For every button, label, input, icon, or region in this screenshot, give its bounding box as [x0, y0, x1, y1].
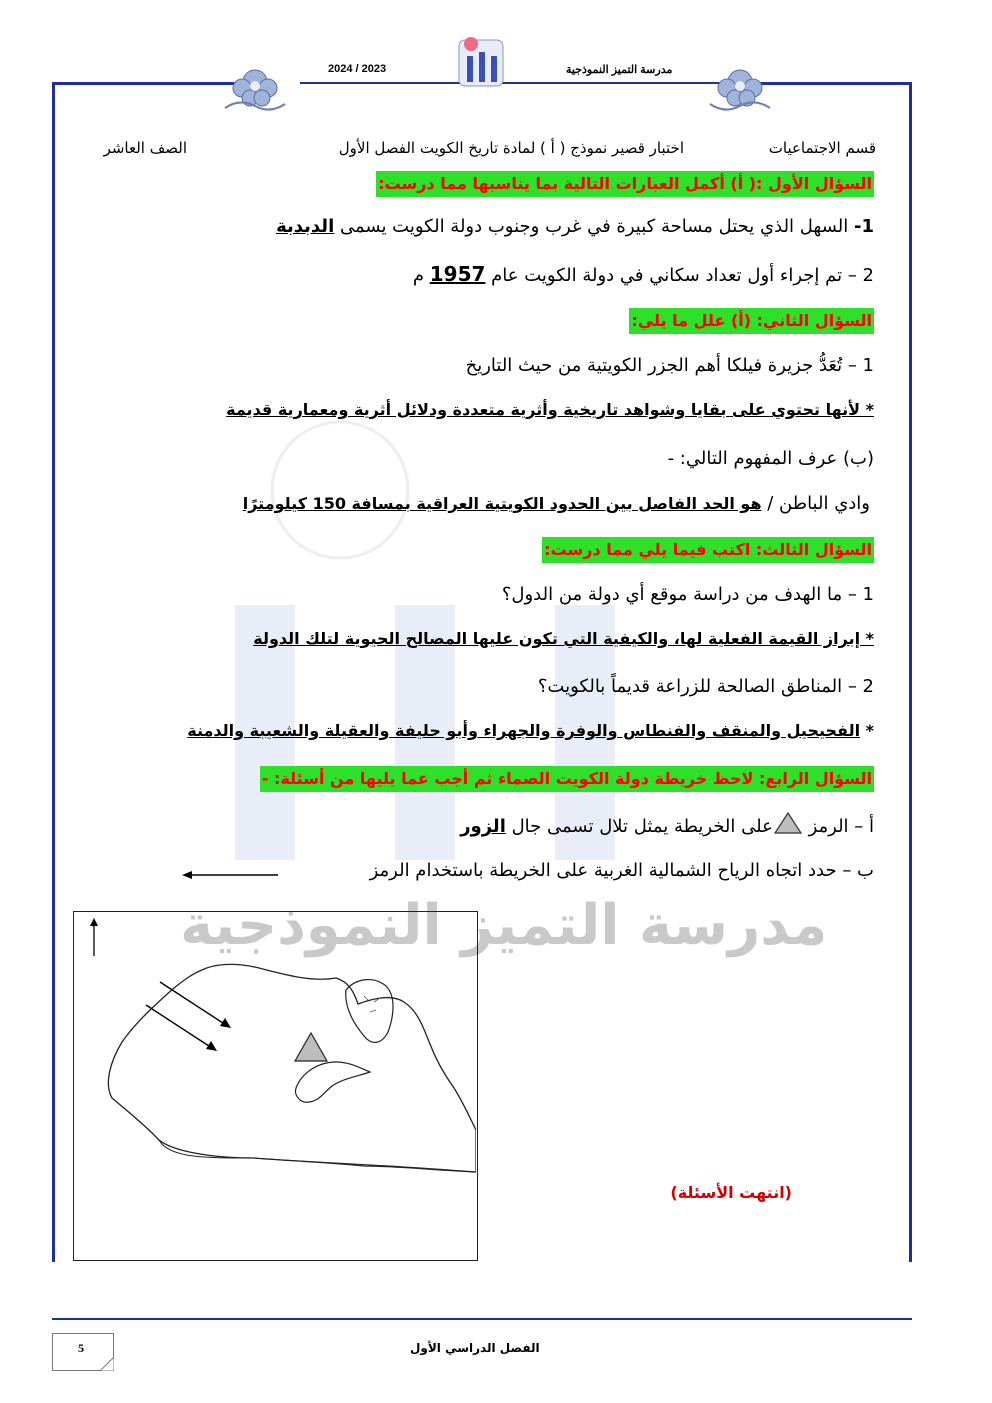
end-of-questions-note: (انتهت الأسئلة) — [670, 1183, 792, 1202]
q3-item2-answer-text: الفحيحيل والمنقف والفنطاس والوفرة والجهراء وأبو حليفة والعقيلة والشعيبة والدمنة — [187, 721, 861, 740]
nw-wind-arrows-icon — [146, 982, 231, 1051]
page-corner-fold-icon — [100, 1357, 114, 1371]
watermark-text: مدرسة التميز النموذجية — [180, 893, 828, 958]
flower-left-icon — [220, 58, 290, 116]
q1-item2-text: 2 – تم إجراء أول تعداد سكاني في دولة الكويت عام — [485, 265, 874, 286]
school-logo — [455, 32, 507, 92]
bubiyan-island-outline — [346, 980, 393, 1043]
q2-part-b: (ب) عرف المفهوم التالي: - — [667, 448, 874, 469]
q1-item1-text: السهل الذي يحتل مساحة كبيرة في غرب وجنوب دولة الكويت يسمى — [334, 216, 854, 237]
q1-item2-suffix: م — [412, 265, 430, 286]
q4-item-a-mid: على الخريطة يمثل تلال تسمى جال — [505, 816, 773, 837]
q2-item1-answer-text: * لأنها تحتوي على بقايا وشواهد تاريخية وأثرية متعددة ودلائل أثرية ومعمارية قديمة — [226, 400, 874, 419]
q3-item2: 2 – المناطق الصالحة للزراعة قديماً بالكويت؟ — [537, 676, 874, 697]
kuwait-map-drawing — [74, 912, 476, 1259]
q2-definition-line — [243, 493, 870, 514]
q4-item-a-prefix: أ – الرمز — [802, 816, 874, 837]
kuwait-bay-outline — [295, 1062, 370, 1102]
grade-label: الصف العاشر — [103, 139, 187, 157]
q3-item1: 1 – ما الهدف من دراسة موقع أي دولة من الدول؟ — [501, 584, 874, 605]
q4-heading: السؤال الرابع: لاحظ خريطة دولة الكويت الصماء ثم أجب عما يليها من أسئلة: - — [260, 766, 874, 792]
kuwait-blank-map — [73, 911, 478, 1261]
flower-right-icon — [705, 58, 775, 116]
q2-term: وادي الباطن / — [761, 493, 870, 514]
q2-item1-answer — [226, 400, 874, 419]
q3-item1-answer-text: * إبراز القيمة الفعلية لها، والكيفية التي تكون عليها المصالح الحيوية لتلك الدولة — [253, 629, 874, 648]
header-line-mid — [300, 82, 720, 84]
north-arrow-icon — [90, 918, 98, 956]
kuwait-border-outline — [108, 964, 476, 1172]
q4-item-a — [460, 811, 874, 837]
footer-line — [52, 1318, 912, 1320]
logo-text — [455, 96, 457, 97]
q1-item1-answer: الدبدبة — [276, 216, 335, 237]
logo-icon — [455, 32, 507, 92]
q2-heading: السؤال الثاني: (أ) علل ما يلي: — [629, 308, 874, 334]
header-school-name: مدرسة التميز النموذجية — [566, 64, 673, 76]
q1-heading: السؤال الأول :( أ) أكمل العبارات التالية بما يناسبها مما درست: — [376, 171, 874, 197]
header-year: 2024 / 2023 — [328, 63, 387, 75]
q3-item2-answer — [187, 721, 874, 740]
q1-item1-number: 1- — [853, 216, 874, 237]
exam-title: اختبار قصير نموذج ( أ ) لمادة تاريخ الكويت الفصل الأول — [338, 139, 684, 157]
q3-heading: السؤال الثالث: اكتب فيما يلي مما درست: — [542, 537, 874, 563]
page-number: 5 — [78, 1341, 84, 1355]
q4-item-a-answer: الزور — [460, 816, 506, 837]
q3-item1-answer — [253, 629, 874, 648]
frame-left-border — [52, 82, 55, 1262]
q2-definition: هو الحد الفاصل بين الحدود الكويتية العراقية بمسافة 150 كيلومترًا — [242, 494, 762, 513]
q1-item2-answer: 1957 — [429, 262, 486, 286]
left-arrow-symbol-icon — [180, 868, 280, 882]
footer-semester: الفصل الدراسي الأول — [410, 1341, 540, 1355]
frame-right-border — [909, 82, 912, 1262]
department-label: قسم الاجتماعيات — [768, 139, 876, 157]
q1-item1 — [276, 216, 874, 237]
q4-item-b: ب – حدد اتجاه الرياح الشمالية الغربية على الخريطة باستخدام الرمز — [369, 860, 874, 881]
zour-hills-triangle-icon — [295, 1033, 327, 1061]
q2-item1: 1 – تُعَدُّ جزيرة فيلكا أهم الجزر الكويتية من حيث التاريخ — [465, 355, 874, 376]
q3-item2-answer-prefix: * — [860, 721, 874, 740]
triangle-symbol-icon — [773, 811, 803, 835]
q1-item2 — [413, 262, 874, 286]
